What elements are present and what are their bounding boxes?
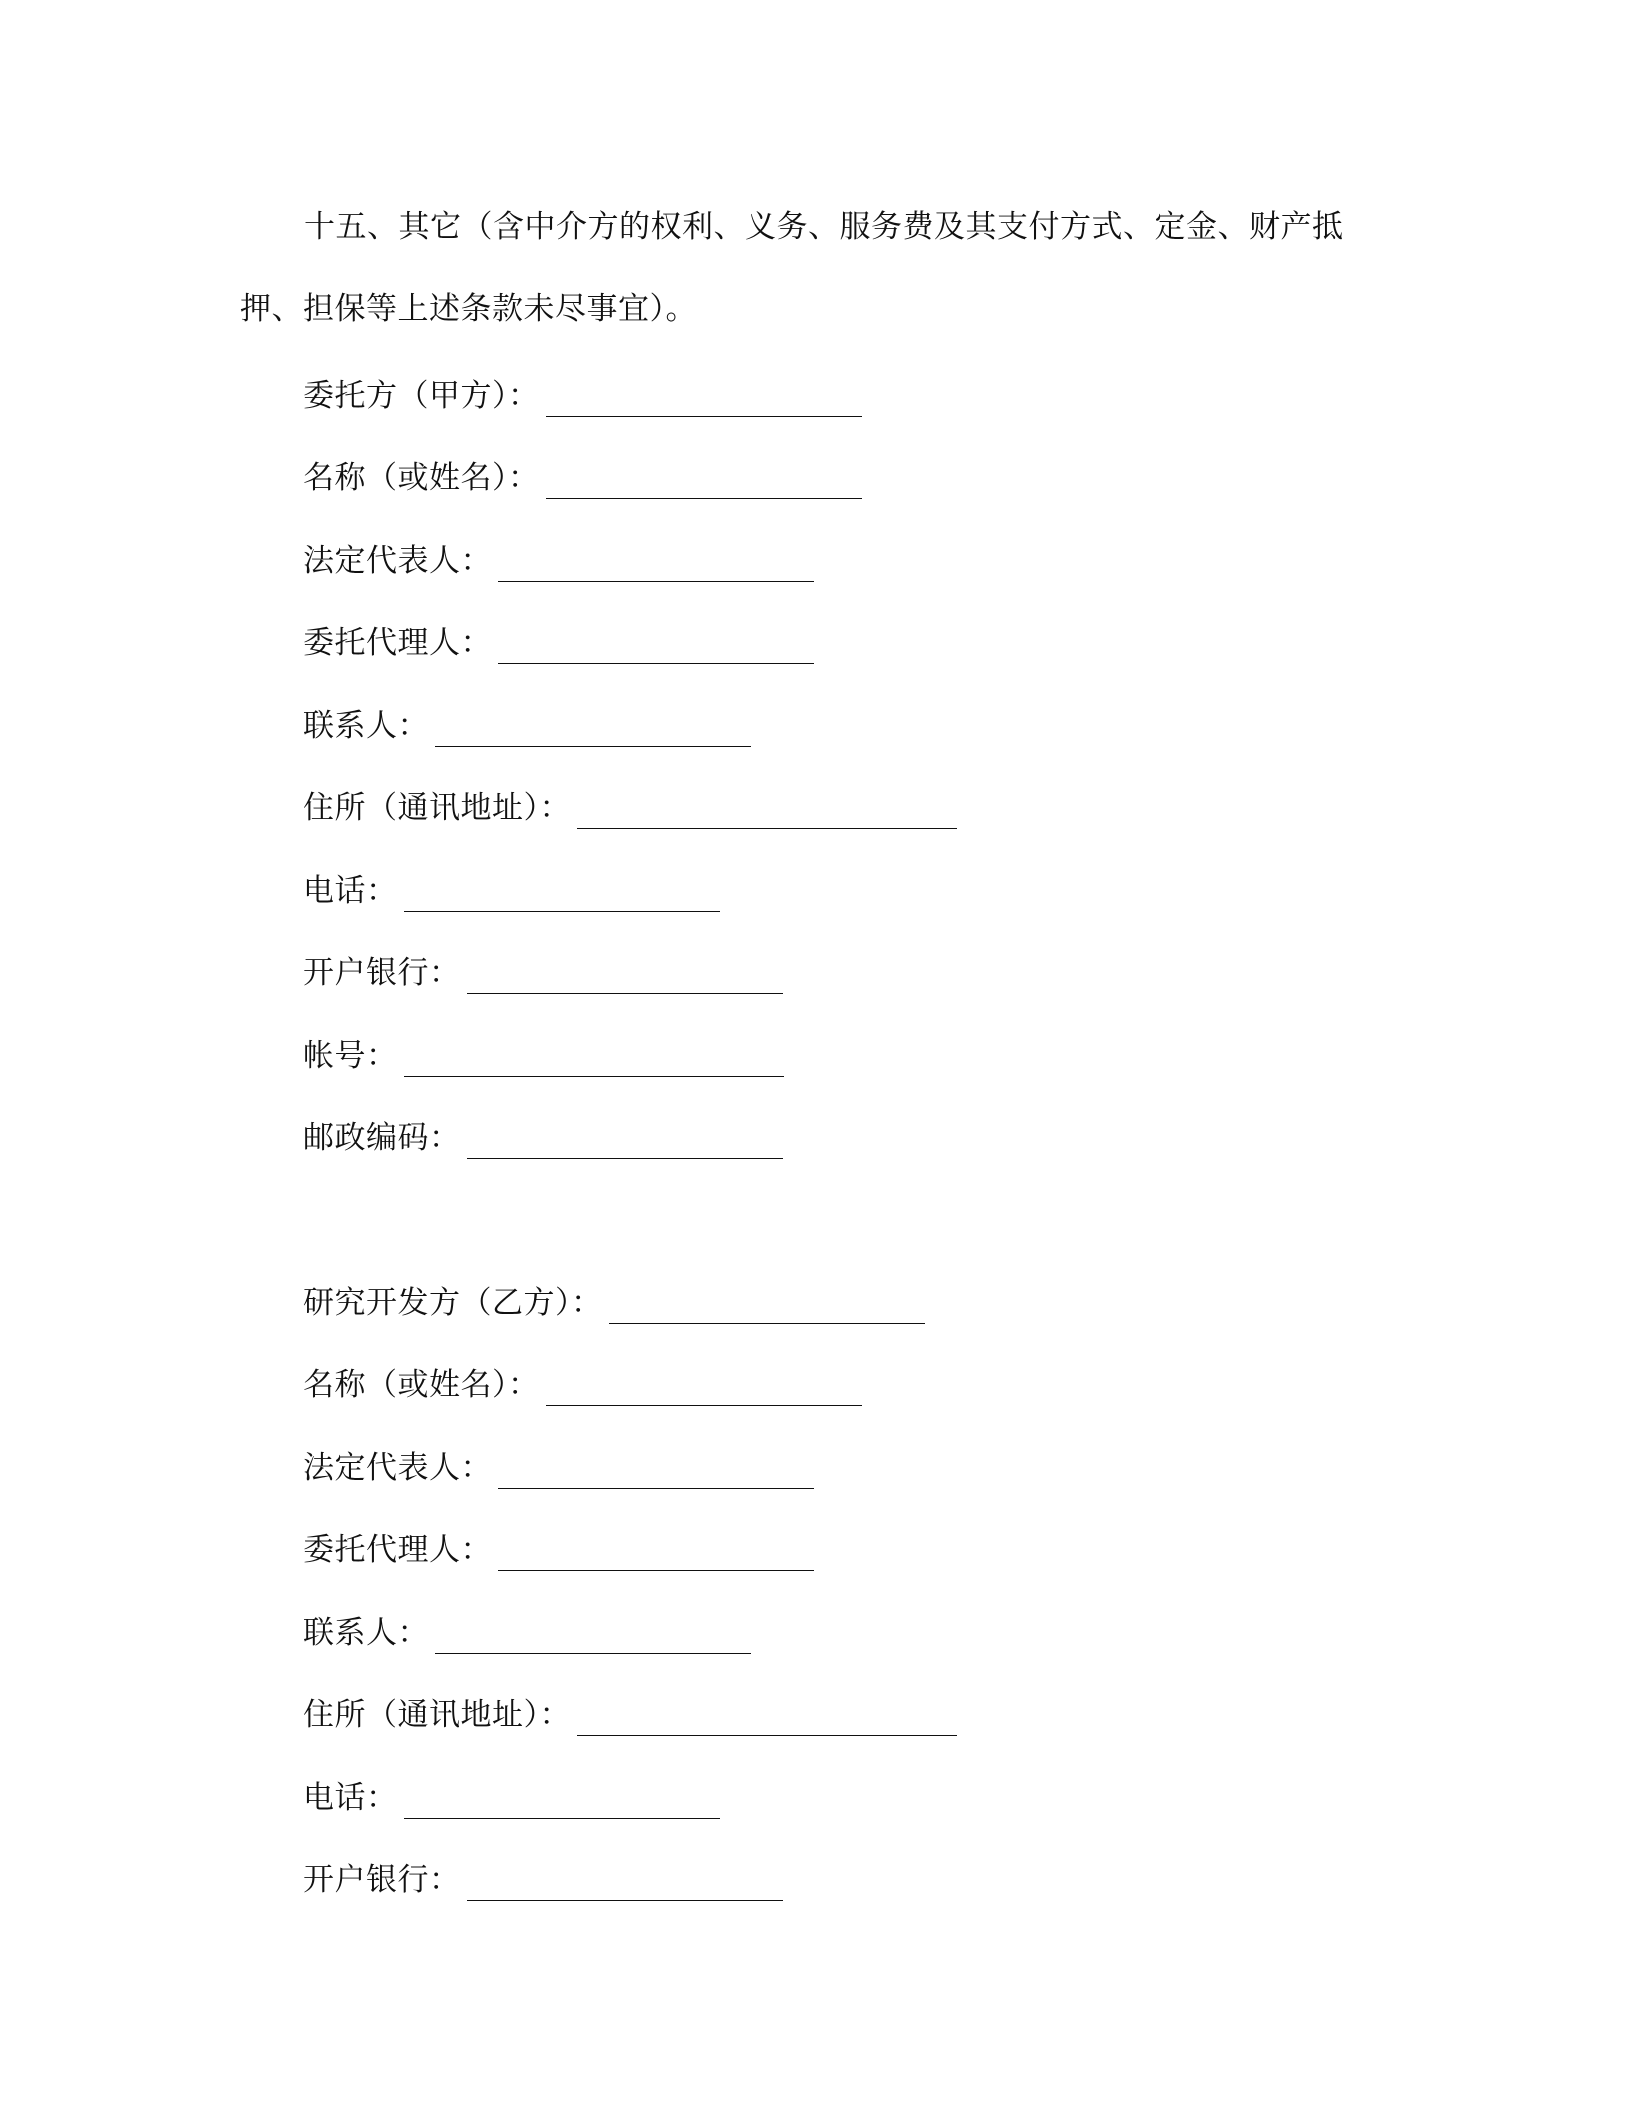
party-b-signature-block bbox=[303, 1258, 1403, 1918]
fill-in-blank[interactable] bbox=[435, 710, 751, 747]
field-label: 名称（或姓名）： bbox=[303, 1367, 540, 1404]
field-label: 电话： bbox=[303, 1779, 398, 1816]
field-label: 帐号： bbox=[303, 1037, 398, 1074]
party-b-contact-field bbox=[303, 1588, 1403, 1671]
party-a-account-field bbox=[303, 1011, 1403, 1094]
party-a-contact-field bbox=[303, 681, 1403, 764]
party-a-agent-field bbox=[303, 599, 1403, 682]
field-label: 委托代理人： bbox=[303, 625, 492, 662]
fill-in-blank[interactable] bbox=[467, 1864, 783, 1901]
field-label: 研究开发方（乙方）： bbox=[303, 1284, 603, 1321]
fill-in-blank[interactable] bbox=[467, 957, 783, 994]
field-label: 邮政编码： bbox=[303, 1120, 461, 1157]
field-label: 法定代表人： bbox=[303, 1449, 492, 1486]
party-a-name-field bbox=[303, 434, 1403, 517]
fill-in-blank[interactable] bbox=[498, 545, 814, 582]
field-label: 开户银行： bbox=[303, 955, 461, 992]
party-b-legal-rep-field bbox=[303, 1423, 1403, 1506]
party-a-postcode-field bbox=[303, 1094, 1403, 1177]
party-b-phone-field bbox=[303, 1753, 1403, 1836]
field-label: 委托方（甲方）： bbox=[303, 377, 540, 414]
party-b-role-field bbox=[303, 1258, 1403, 1341]
fill-in-blank[interactable] bbox=[498, 1534, 814, 1571]
party-b-agent-field bbox=[303, 1506, 1403, 1589]
field-label: 联系人： bbox=[303, 1614, 429, 1651]
party-b-name-field bbox=[303, 1341, 1403, 1424]
party-a-legal-rep-field bbox=[303, 516, 1403, 599]
party-a-bank-field bbox=[303, 929, 1403, 1012]
party-b-bank-field bbox=[303, 1836, 1403, 1919]
fill-in-blank[interactable] bbox=[498, 1452, 814, 1489]
fill-in-blank[interactable] bbox=[546, 462, 862, 499]
field-label: 名称（或姓名）： bbox=[303, 460, 540, 497]
fill-in-blank[interactable] bbox=[609, 1287, 925, 1324]
clause-fifteen-text: 十五、其它（含中介方的权利、义务、服务费及其支付方式、定金、财产抵押、担保等上述条款未尽事宜）。 bbox=[240, 209, 1344, 327]
field-label: 委托代理人： bbox=[303, 1532, 492, 1569]
party-b-address-field bbox=[303, 1671, 1403, 1754]
party-a-address-field bbox=[303, 764, 1403, 847]
fill-in-blank[interactable] bbox=[577, 1699, 957, 1736]
fill-in-blank[interactable] bbox=[404, 1040, 784, 1077]
party-a-phone-field bbox=[303, 846, 1403, 929]
party-a-role-field bbox=[303, 351, 1403, 434]
party-a-signature-block bbox=[303, 351, 1403, 1176]
field-label: 法定代表人： bbox=[303, 542, 492, 579]
field-label: 住所（通讯地址）： bbox=[303, 790, 571, 827]
fill-in-blank[interactable] bbox=[467, 1122, 783, 1159]
fill-in-blank[interactable] bbox=[498, 627, 814, 664]
fill-in-blank[interactable] bbox=[435, 1617, 751, 1654]
fill-in-blank[interactable] bbox=[546, 380, 862, 417]
fill-in-blank[interactable] bbox=[404, 1782, 720, 1819]
fill-in-blank[interactable] bbox=[577, 792, 957, 829]
field-label: 联系人： bbox=[303, 707, 429, 744]
fill-in-blank[interactable] bbox=[546, 1369, 862, 1406]
field-label: 住所（通讯地址）： bbox=[303, 1697, 571, 1734]
field-label: 开户银行： bbox=[303, 1862, 461, 1899]
fill-in-blank[interactable] bbox=[404, 875, 720, 912]
field-label: 电话： bbox=[303, 872, 398, 909]
